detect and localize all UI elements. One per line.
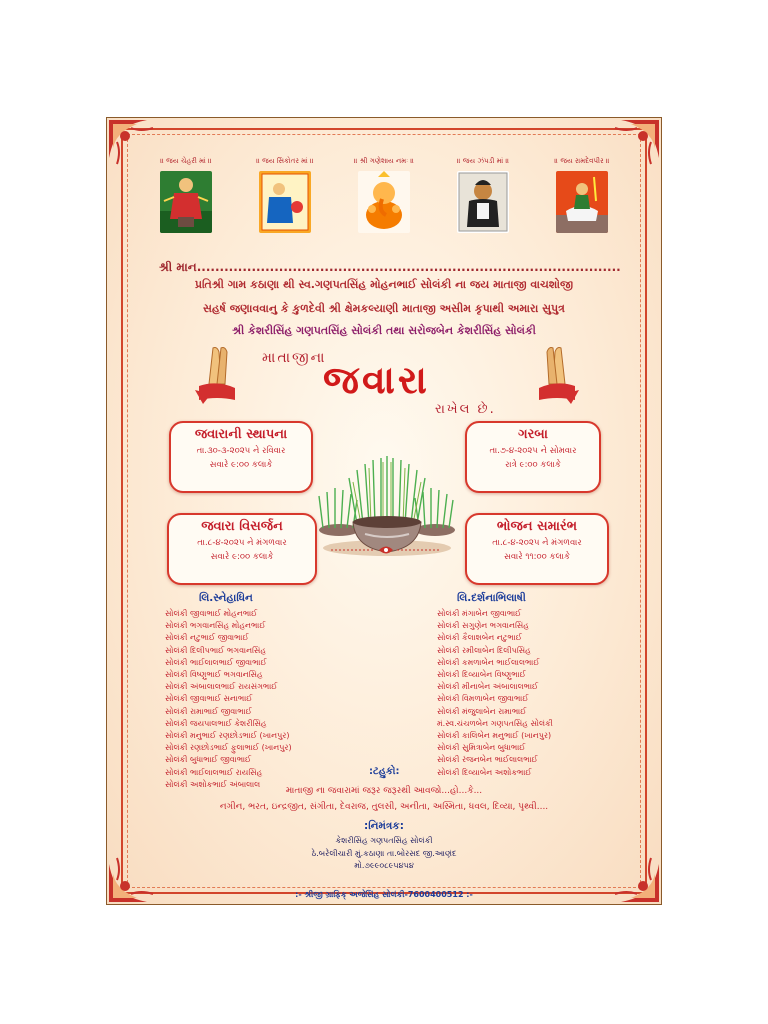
list-item: સોલંકી અશોકભાઈ અંબાલાલ: [165, 779, 261, 789]
goddess-image-icon: [259, 171, 311, 233]
left-column-heading: લિ.સ્નેહાધિન: [199, 592, 253, 604]
guests-line: નગીન, ભરત, ઇન્દ્રજીત, સંગીતા, દેવરાજ, તુલસી, અનીતા, અસ્મિતા, ધવલ, દિવ્યા, પૃથ્વી....: [219, 802, 549, 812]
deity-label: ॥ જય રામદેવપીર ॥: [554, 157, 610, 165]
deity-label: ॥ જય સિકોતર માં ॥: [256, 157, 314, 165]
namaste-hands-icon: [531, 344, 583, 406]
event-time: સવારે ૧૧:૦૦ કલાકે: [503, 552, 570, 562]
list-item: સોલંકી ભગવાનસિંહ મોહનભાઈ: [165, 621, 266, 631]
designer-credit: :- શ્રીજી ગ્રાફિક્ અજેસિંહ સોલંકી-7600400512 :-: [295, 890, 473, 899]
list-item: સોલંકી ભાઈલાલભાઈ રાયસિંહ: [165, 767, 263, 777]
list-item: સોલંકી દિવ્યાબેન અશોકભાઈ: [437, 767, 532, 777]
namaste-hands-icon: [191, 344, 243, 406]
nimantrak-name: કેશરીસિંહ ગણપતસિંહ સોલંકી: [335, 836, 433, 845]
list-item: સોલંકી જીવાભાઈ સનાભાઈ: [165, 694, 253, 704]
event-date: તા.૮-૪-૨૦૨૫ ને મંગળવાર: [492, 538, 582, 548]
event-box-garba: [465, 421, 601, 493]
list-item: સોલંકી બુધાભાઈ જીવાભાઈ: [165, 755, 252, 765]
list-item: સોલંકી રામાભાઈ જીવાભાઈ: [165, 706, 252, 716]
deity-chehri: [137, 156, 235, 238]
list-item: સોલંકી અંબાલાલભાઈ રાયસંગભાઈ: [165, 682, 278, 692]
greeting-line: પ્રતિશ્રી ગામ કઠાણા થી સ્વ.ગણપતસિંહ મોહનભાઈ સોલંકી ના જય માતાજી વાચશોજી: [194, 278, 574, 291]
list-item: સોલંકી દિવ્યાબેન વિષ્ણુભાઈ: [437, 670, 526, 680]
list-item: સોલંકી દિલીપભાઈ ભગવાનસિંહ: [165, 645, 267, 655]
list-item: સોલંકી રમીલાબેન દિલીપસિંહ: [437, 645, 531, 655]
list-item: સોલંકી કાલિબેન મનુભાઈ (ખાનપુર): [437, 731, 552, 741]
announcement-line: સહર્ષ જણાવવાનુ કે કુળદેવી શ્રી ક્ષેમકલ્યાણી માતાજી અસીમ કૃપાથી અમારા સુપુત્ર: [203, 302, 565, 315]
event-date: તા.૩૦-૩-૨૦૨૫ ને રવિવાર: [196, 446, 286, 456]
decorative-divider-icon: [329, 542, 443, 556]
ramdevpir-image-icon: [556, 171, 608, 233]
list-item: સોલંકી રંજનબેન ભાઈલાલભાઈ: [437, 755, 538, 765]
nimantrak-phone: મો.૭૯૯૦૮૯૫૪૫૪: [354, 861, 414, 870]
deity-label: ॥ જય ચેહરી માં ॥: [160, 157, 212, 165]
event-title: ભોજન સમારંભ: [496, 519, 578, 534]
goddess-image-icon: [160, 171, 212, 233]
event-date: તા.૭-૪-૨૦૨૫ ને સોમવાર: [489, 446, 577, 456]
saint-image-icon: [457, 171, 509, 233]
list-item: સોલંકી સુમિત્રાબેન બુધાભાઈ: [437, 743, 526, 753]
list-item: સોલંકી કૈલાશબેન નટુભાઈ: [437, 633, 522, 643]
event-box-sthapna: [169, 421, 313, 493]
invitation-card: [106, 117, 662, 905]
list-item: સોલંકી જીવાભાઈ મોહનભાઈ: [165, 609, 258, 618]
list-item: સોલંકી જયપાલભાઈ કેશરીસિંહ: [165, 718, 267, 728]
list-item: સોલંકી મંગાબેન જીવાભાઈ: [437, 609, 522, 618]
list-item: સોલંકી રણછોડભાઈ ફુલાભાઈ (ખાનપુર): [165, 743, 292, 753]
event-title: જવારા વિસર્જન: [201, 519, 283, 534]
nimantrak-address: ઠે.બરેલીચારી મું.કઠાણા તા.બોરસદ જી.આણંદ: [311, 849, 457, 858]
list-item: સોલંકી મીનાબેન અંબાલાલભાઈ: [437, 682, 539, 692]
deity-ganesh: [335, 156, 433, 238]
event-date: તા.૮-૪-૨૦૨૫ ને મંગળવાર: [197, 538, 287, 548]
list-item: સોલંકી વિષ્ણુભાઈ ભગવાનસિંહ: [165, 670, 263, 680]
list-item: સોલંકી મંજુલાબેન રામાભાઈ: [437, 706, 527, 716]
right-column-heading: લિ.દર્શનાભિલાષી: [457, 592, 526, 604]
list-item: સોલંકી મનુભાઈ રણછોડભાઈ (ખાનપુર): [165, 731, 290, 741]
headline-rakhel: રાખેલ છે.: [435, 402, 496, 417]
ganesh-image-icon: [358, 171, 410, 233]
list-item: સોલંકી ભાઈલાલભાઈ જીવાભાઈ: [165, 657, 267, 667]
event-box-visarjan: [167, 513, 317, 585]
list-item: સોલંકી નટુભાઈ જીવાભાઈ: [165, 633, 249, 643]
list-item: મં.સ્વ.ચંચળબેન ગણપતસિંહ સોલંકી: [437, 718, 553, 728]
deity-row: [137, 156, 631, 238]
event-time: સવારે ૯:૦૦ કલાકે: [209, 460, 273, 470]
deity-ramdevpir: [533, 156, 631, 238]
headline-javara: જવારા: [323, 358, 430, 402]
deity-zampdi: [434, 156, 532, 238]
deity-label: ॥ શ્રી ગણેશાય નમઃ ॥: [353, 157, 415, 165]
event-title: ગરબા: [518, 427, 548, 442]
deity-label: ॥ જય ઝંપડી માં ॥: [456, 157, 510, 165]
right-names-list: [437, 608, 553, 779]
event-box-bhojan: [465, 513, 609, 585]
shriman-line: શ્રી માન.............................................................................................: [159, 260, 621, 274]
event-time: સવારે ૯:૦૦ કલાકે: [210, 552, 274, 562]
list-item: સોલંકી કમળાબેન ભાઈલાલભાઈ: [437, 657, 540, 667]
list-item: સોલંકી સગુણેન ભગવાનસિંહ: [437, 621, 529, 631]
deity-sikotar: [236, 156, 334, 238]
hosts-line: શ્રી કેશરીસિંહ ગણપતસિંહ સોલંકી તથા સરોજબેન કેશરીસિંહ સોલંકી: [232, 324, 536, 337]
nimantrak-heading: :નિમંત્રક:: [364, 820, 404, 832]
tahuko-heading: :ટહુકો:: [369, 766, 400, 777]
headline-mataji: માતાજીના: [262, 350, 327, 366]
left-names-list: [165, 608, 292, 791]
event-title: જવારાની સ્થાપના: [194, 427, 288, 442]
invite-line: માતાજી ના જવારામાં જરૂર જરૂરથી આવજો...હો...કે...: [285, 786, 483, 796]
event-time: રાત્રે ૯:૦૦ કલાકે: [505, 460, 561, 470]
list-item: સોલંકી વિમળાબેન જીવાભાઈ: [437, 694, 529, 704]
